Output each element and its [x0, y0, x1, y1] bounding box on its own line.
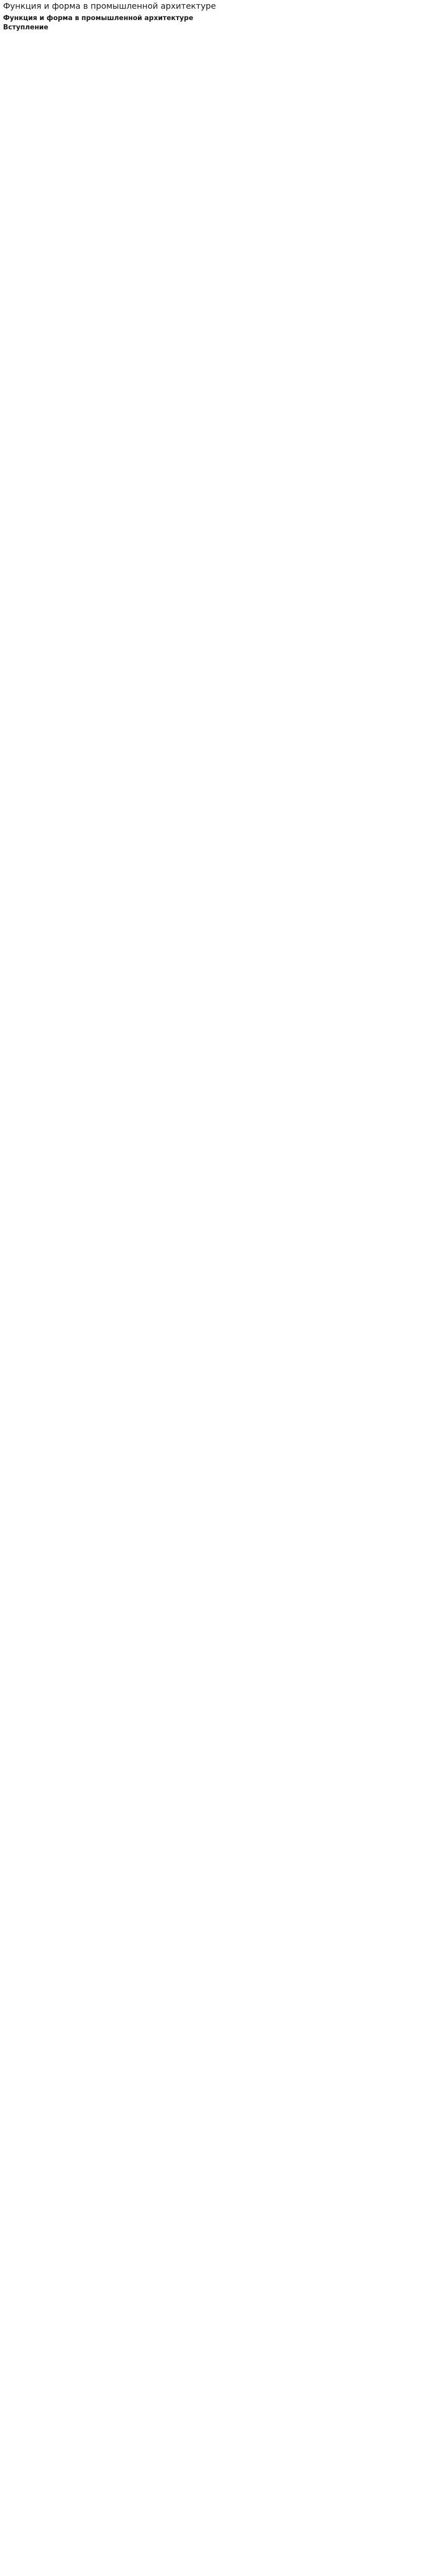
document: [0, 1, 436, 32]
section-heading: Вступление: [3, 24, 48, 31]
doc-title: Функция и форма в промышленной архитектуре: [3, 1, 216, 11]
doc-subtitle: Функция и форма в промышленной архитектуре: [3, 14, 194, 22]
